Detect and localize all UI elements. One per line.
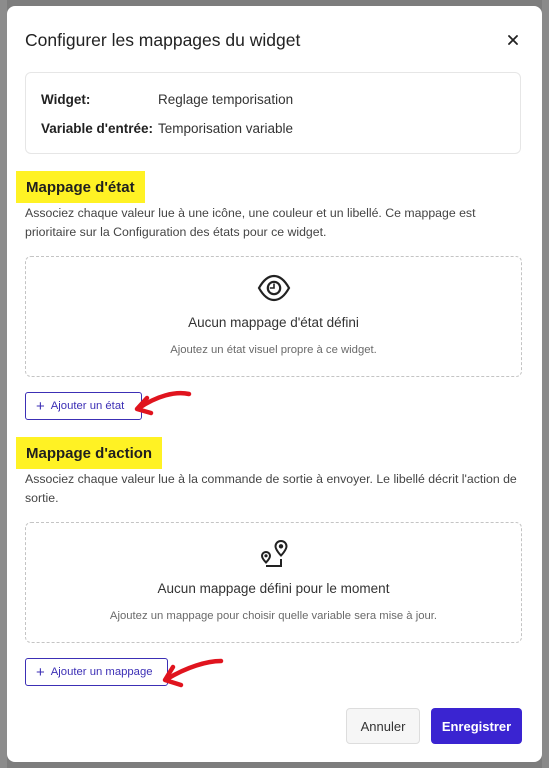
backdrop-left — [0, 0, 7, 768]
dialog-title: Configurer les mappages du widget — [25, 30, 301, 50]
action-section-description: Associez chaque valeur lue à la commande de sortie à envoyer. Le libellé décrit l'action de sortie. — [25, 472, 517, 505]
add-mapping-button[interactable] — [25, 658, 168, 686]
state-empty-placeholder — [25, 256, 522, 377]
action-empty-subtitle: Ajoutez un mappage pour choisir quelle variable sera mise à jour. — [109, 610, 438, 622]
annotation-arrow-mapping — [159, 653, 225, 689]
variable-value: Temporisation variable — [158, 121, 294, 136]
state-empty-subtitle: Ajoutez un état visuel propre à ce widget. — [170, 344, 377, 356]
cancel-button[interactable]: Annuler — [346, 708, 420, 744]
plus-icon: + — [36, 397, 45, 415]
action-section-title: Mappage d'action — [16, 437, 162, 469]
widget-info-box — [25, 72, 521, 154]
annotation-arrow-state — [131, 386, 193, 416]
close-button[interactable] — [503, 30, 523, 50]
plus-icon: + — [36, 663, 45, 681]
state-empty-title: Aucun mappage d'état défini — [188, 315, 359, 330]
add-state-button[interactable] — [25, 392, 142, 420]
widget-label: Widget: — [41, 92, 91, 107]
widget-value: Reglage temporisation — [158, 92, 294, 107]
state-section-title: Mappage d'état — [16, 171, 145, 203]
backdrop-right — [542, 0, 549, 768]
save-button[interactable]: Enregistrer — [431, 708, 522, 744]
variable-label: Variable d'entrée: — [41, 121, 154, 136]
route-pin-icon — [257, 538, 291, 572]
add-mapping-button-label: Ajouter un mappage — [50, 666, 153, 678]
mapping-dialog — [7, 6, 542, 762]
eye-icon — [257, 274, 291, 302]
add-state-button-label: Ajouter un état — [50, 400, 125, 412]
action-empty-placeholder — [25, 522, 522, 643]
close-icon — [507, 34, 519, 46]
action-empty-title: Aucun mappage défini pour le moment — [157, 581, 390, 596]
state-section-description: Associez chaque valeur lue à une icône, une couleur et un libellé. Ce mappage est prioritaire sur la Configuration des états pour ce widget. — [25, 206, 476, 239]
